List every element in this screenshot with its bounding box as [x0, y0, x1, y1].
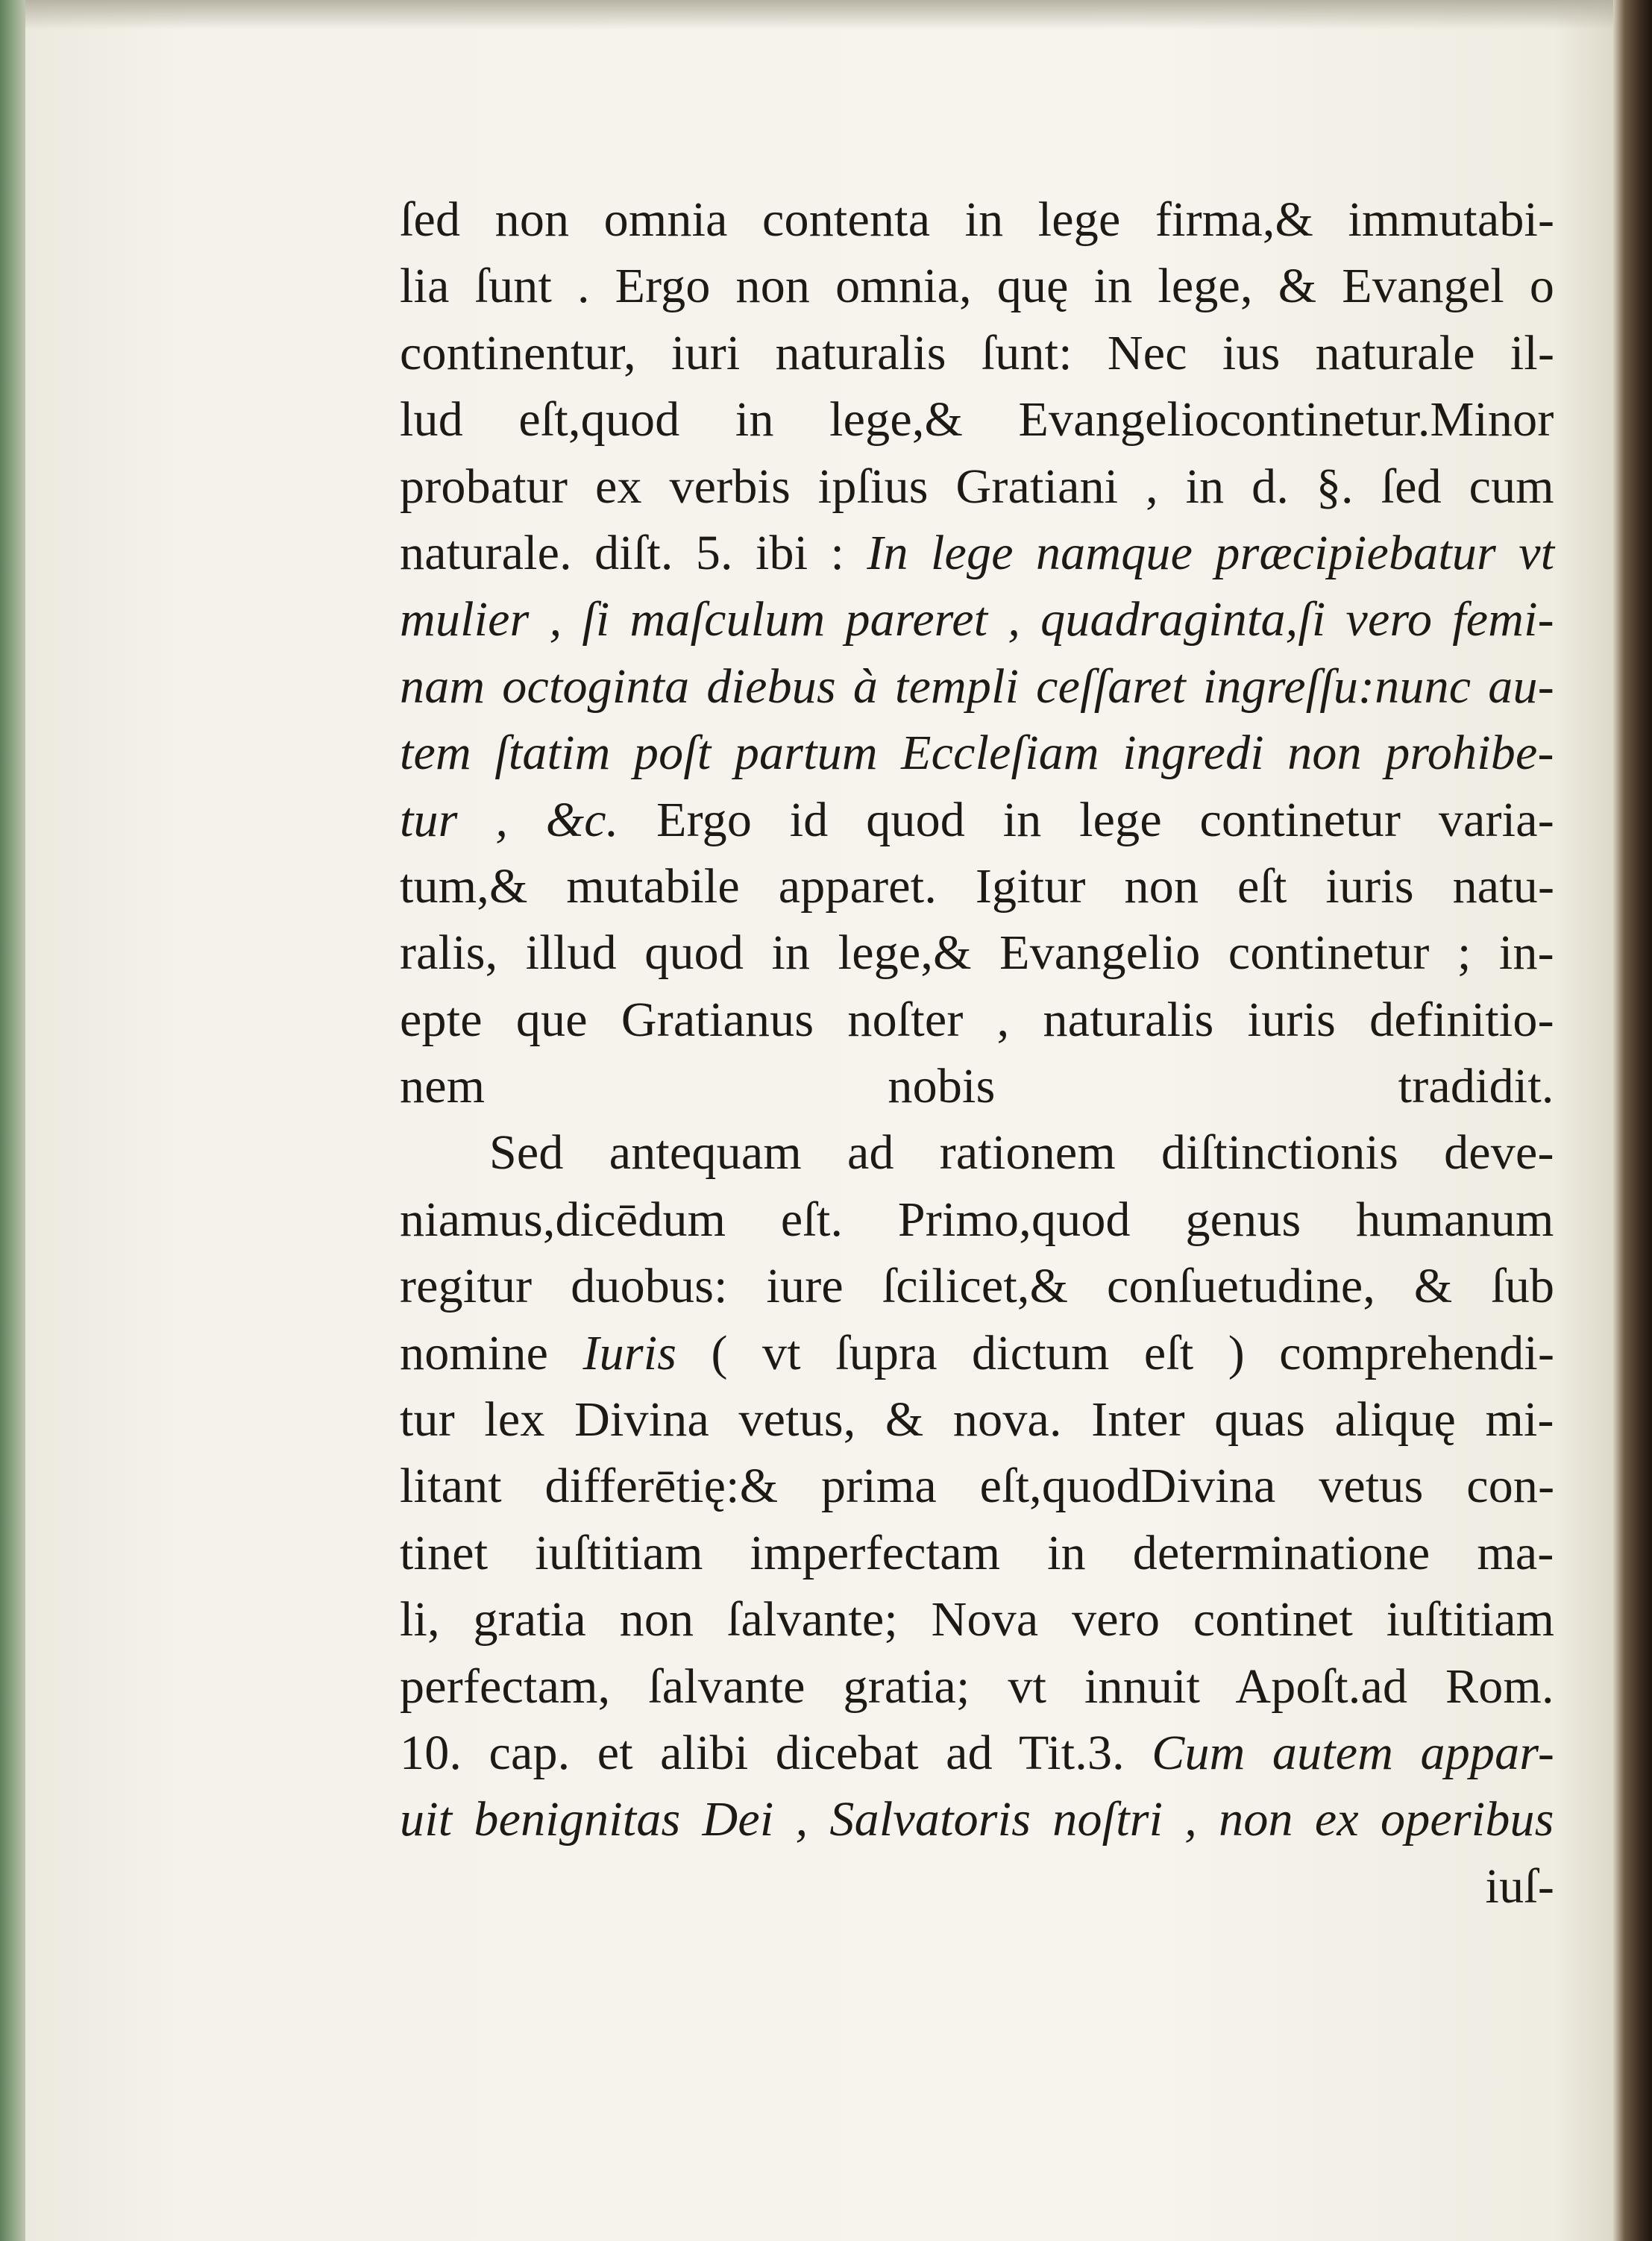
- italic-text: tur , &c.: [400, 792, 657, 847]
- italic-text: nam octoginta diebus à templi ceſſaret ingreſſu:nunc au-: [400, 659, 1554, 714]
- roman-text: nem nobis tradidit.: [400, 1059, 1554, 1114]
- text-line: [400, 453, 1554, 520]
- roman-text: ( vt ſupra dictum eſt ) comprehendi-: [676, 1325, 1555, 1380]
- text-line: [400, 920, 1554, 986]
- roman-text: tinet iuſtitiam imperfectam in determinatione ma-: [400, 1525, 1554, 1580]
- text-line: [400, 386, 1554, 453]
- roman-text: tum,& mutabile apparet. Igitur non eſt iuris natu-: [400, 858, 1555, 914]
- roman-text: lia ſunt . Ergo non omnia, quę in lege, & Evangel o: [400, 259, 1555, 314]
- roman-text: niamus,dicēdum eſt. Primo,quod genus humanum: [400, 1192, 1554, 1247]
- text-line: [400, 253, 1554, 319]
- roman-text: continentur, iuri naturalis ſunt: Nec ius naturale il-: [400, 325, 1555, 380]
- page-top-shadow: [25, 0, 1618, 30]
- roman-text: ralis, illud quod in lege,& Evangelio continetur ; in-: [400, 925, 1554, 981]
- roman-text: probatur ex verbis ipſius Gratiani , in d. §. ſed cum: [400, 459, 1554, 514]
- text-line: [400, 653, 1554, 720]
- page-text: [400, 186, 1554, 1920]
- text-line: [400, 320, 1554, 386]
- text-line: [400, 1186, 1554, 1253]
- italic-text: mulier , ſi maſculum pareret , quadraginta,ſi vero femi-: [400, 592, 1554, 647]
- text-line: [400, 586, 1554, 653]
- text-line: [400, 1053, 1554, 1119]
- text-line: [400, 1320, 1554, 1386]
- book-edge-right: [1613, 0, 1652, 2241]
- text-line: [400, 1253, 1554, 1319]
- roman-text: li, gratia non ſalvante; Nova vero continet iuſtitiam: [400, 1592, 1555, 1647]
- text-line: [400, 520, 1554, 586]
- text-line: [400, 853, 1554, 920]
- text-line: [400, 186, 1554, 253]
- text-line: [400, 1786, 1554, 1852]
- roman-text: regitur duobus: iure ſcilicet,& conſuetudine, & ſub: [400, 1259, 1555, 1314]
- text-line: [400, 787, 1554, 853]
- book-gutter-left: [0, 0, 28, 2241]
- italic-text: Iuris: [582, 1325, 677, 1380]
- text-line: [400, 1586, 1554, 1653]
- italic-text: tem ſtatim poſt partum Eccleſiam ingredi non prohibe-: [400, 726, 1554, 781]
- text-line: [400, 1386, 1554, 1453]
- text-line: [400, 1453, 1554, 1519]
- text-line: [400, 1520, 1554, 1586]
- roman-text: Ergo id quod in lege continetur varia-: [656, 792, 1554, 847]
- text-line: [400, 1119, 1554, 1186]
- roman-text: naturale. diſt. 5. ibi :: [400, 525, 867, 580]
- text-line: [400, 1653, 1554, 1720]
- roman-text: tur lex Divina vetus, & nova. Inter quas aliquę mi-: [400, 1392, 1554, 1448]
- italic-text: Cum autem appar-: [1152, 1725, 1555, 1780]
- text-line: [400, 987, 1554, 1053]
- roman-text: Sed antequam ad rationem diſtinctionis deve-: [489, 1125, 1554, 1181]
- text-line: [400, 720, 1554, 786]
- roman-text: ſed non omnia contenta in lege firma,& immutabi-: [400, 192, 1555, 247]
- catchword: iuſ-: [1485, 1858, 1554, 1914]
- italic-text: uit benignitas Dei , Salvatoris noſtri , non ex operibus: [400, 1792, 1554, 1847]
- italic-text: In lege namque præcipiebatur vt: [867, 525, 1555, 580]
- roman-text: epte que Gratianus noſter , naturalis iuris definitio-: [400, 992, 1554, 1047]
- roman-text: nomine: [400, 1325, 583, 1380]
- roman-text: perfectam, ſalvante gratia; vt innuit Apoſt.ad Rom.: [400, 1659, 1554, 1714]
- paragraph-1: [400, 186, 1554, 1119]
- roman-text: lud eſt,quod in lege,& Evangeliocontinetur.Minor: [400, 392, 1554, 447]
- text-line: [400, 1720, 1554, 1786]
- roman-text: litant differētię:& prima eſt,quodDivina vetus con-: [400, 1459, 1555, 1514]
- paragraph-2: [400, 1119, 1554, 1852]
- roman-text: 10. cap. et alibi dicebat ad Tit.3.: [400, 1725, 1152, 1780]
